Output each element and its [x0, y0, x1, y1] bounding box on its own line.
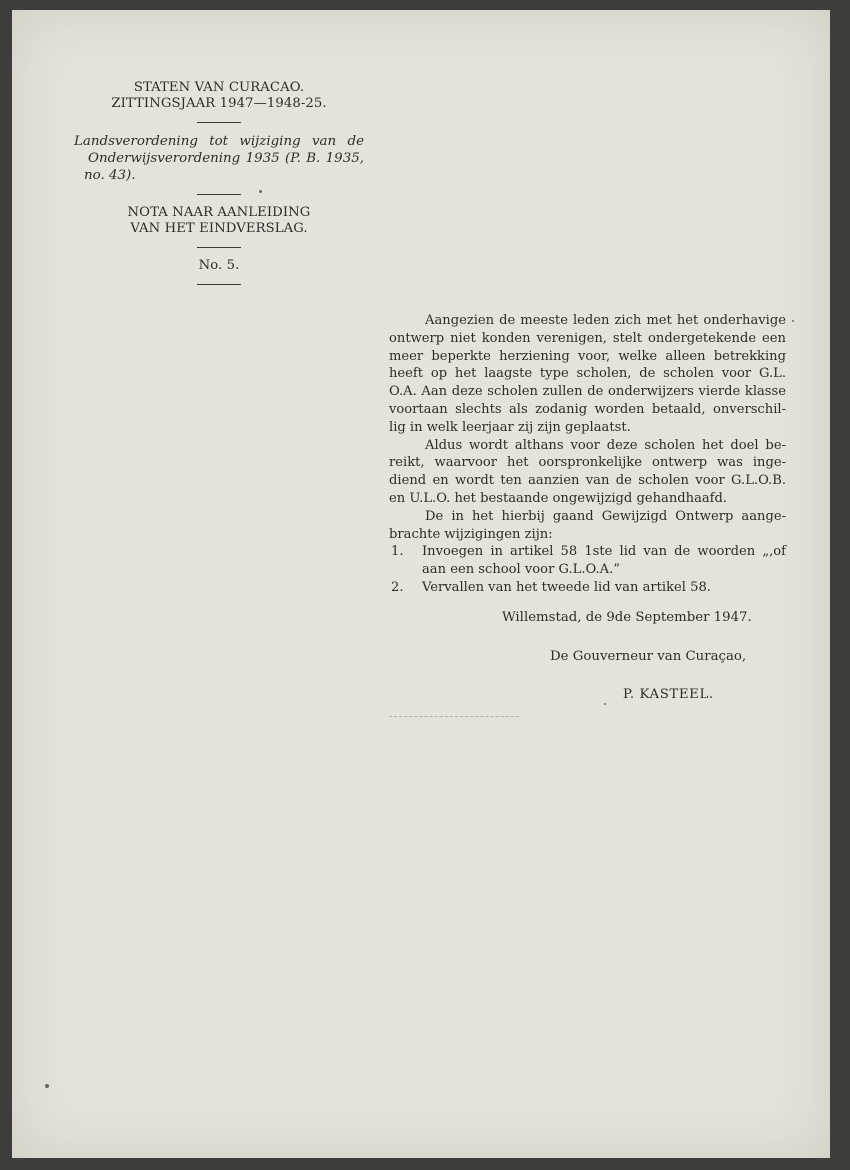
subject-line: no. 43). — [84, 168, 136, 183]
memorandum-body — [389, 312, 786, 597]
text-line: Aangezien de meeste leden zich met het onderhavige — [425, 313, 786, 328]
text-line: meer beperkte herziening voor, welke alleen betrekking — [389, 348, 786, 364]
divider — [197, 247, 241, 248]
document-page — [12, 10, 830, 1158]
ordinance-subject — [74, 133, 364, 184]
text-line: voortaan slechts als zodanig worden betaald, onverschil- — [389, 401, 786, 417]
signatory-name: P. KASTEEL. — [623, 687, 714, 702]
text-line: Aldus wordt althans voor deze scholen het doel be- — [425, 437, 786, 453]
list-number: 1. — [391, 544, 404, 560]
body-paragraph — [389, 312, 786, 437]
governor-title: De Gouverneur van Curaçao, — [550, 649, 747, 664]
list-number: 2. — [391, 579, 404, 595]
place-and-date: Willemstad, de 9de September 1947. — [502, 610, 752, 625]
text-line: en U.L.O. het bestaande ongewijzigd gehandhaafd. — [389, 490, 728, 506]
divider — [197, 122, 241, 123]
paper-speck — [604, 703, 606, 705]
document-title: VAN HET EINDVERSLAG. — [130, 221, 308, 236]
paper-speck — [45, 1084, 49, 1088]
paper-speck — [259, 190, 262, 193]
paper-speck — [792, 320, 794, 322]
text-line: O.A. Aan deze scholen zullen de onderwijzers vierde klasse — [389, 384, 786, 400]
document-title: NOTA NAAR AANLEIDING — [127, 205, 311, 220]
paper-mark — [389, 716, 519, 717]
text-line: reikt, waarvoor het oorspronkelijke ontwerp was inge- — [389, 455, 786, 471]
parliament-name: STATEN VAN CURACAO. — [133, 80, 305, 95]
body-paragraph — [389, 508, 786, 544]
divider — [197, 284, 241, 285]
divider — [197, 194, 241, 195]
text-line: ontwerp niet konden verenigen, stelt ondergetekende een — [389, 330, 786, 346]
session-year: ZITTINGSJAAR 1947—1948-25. — [111, 96, 327, 111]
text-line: brachte wijzigingen zijn: — [389, 526, 553, 542]
document-number: No. 5. — [198, 258, 240, 273]
subject-line: Onderwijsverordening 1935 (P. B. 1935, — [88, 151, 364, 166]
text-line: diend en wordt ten aanzien van de scholen voor G.L.O.B. — [389, 473, 786, 489]
text-line: aan een school voor G.L.O.A.” — [422, 562, 620, 578]
body-paragraph — [389, 437, 786, 508]
subject-line: Landsverordening tot wijziging van de — [74, 134, 364, 149]
list-item — [389, 543, 786, 579]
list-item — [389, 579, 786, 597]
heading-block — [74, 80, 364, 295]
text-line: heeft op het laagste type scholen, de scholen voor G.L. — [389, 366, 786, 382]
text-line: Vervallen van het tweede lid van artikel 58. — [422, 579, 711, 595]
text-line: De in het hierbij gaand Gewijzigd Ontwerp aange- — [425, 508, 786, 524]
text-line: Invoegen in artikel 58 1ste lid van de woorden „,of — [422, 544, 786, 560]
text-line: lig in welk leerjaar zij zijn geplaatst. — [389, 419, 631, 435]
